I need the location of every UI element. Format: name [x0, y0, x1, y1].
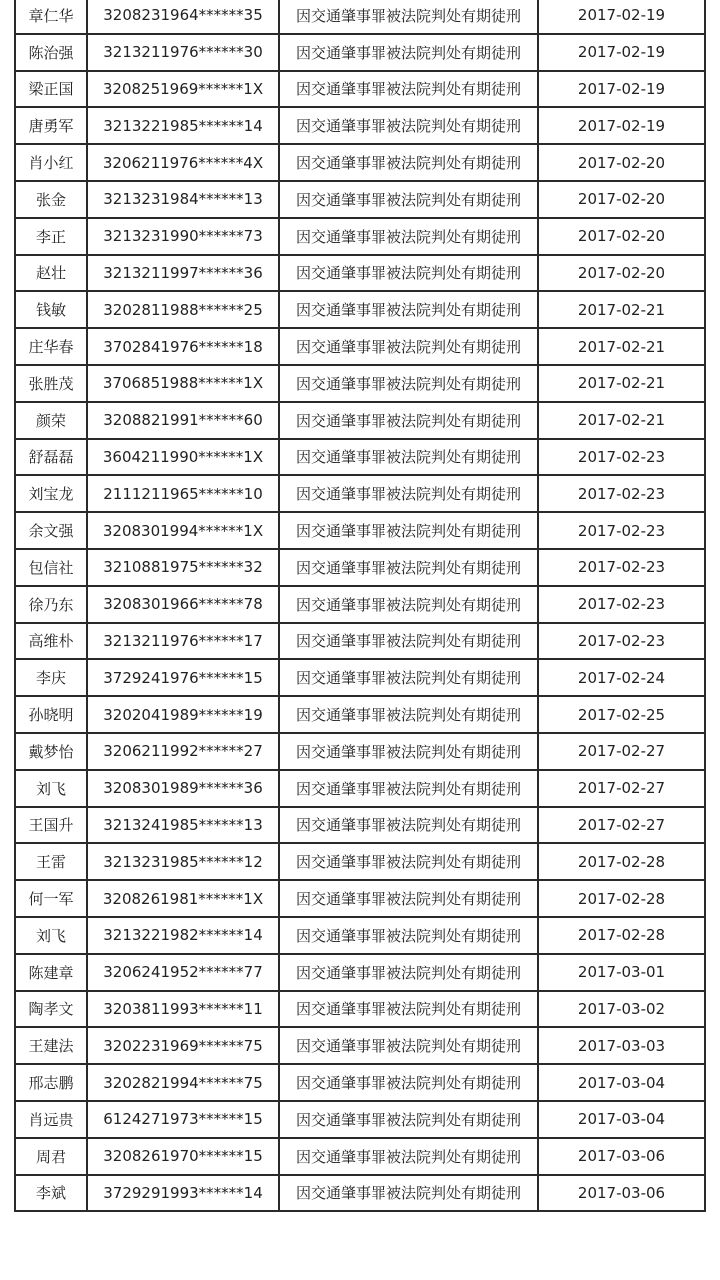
id-number-cell: 3729291993******14: [87, 1175, 279, 1212]
name-cell: 余文强: [15, 512, 87, 549]
id-number-cell: 2111211965******10: [87, 475, 279, 512]
date-cell: 2017-02-24: [538, 659, 705, 696]
id-number-cell: 3604211990******1X: [87, 439, 279, 476]
name-cell: 王雷: [15, 843, 87, 880]
reason-cell: 因交通肇事罪被法院判处有期徒刑: [279, 402, 538, 439]
reason-cell: 因交通肇事罪被法院判处有期徒刑: [279, 475, 538, 512]
reason-cell: 因交通肇事罪被法院判处有期徒刑: [279, 144, 538, 181]
name-cell: 李庆: [15, 659, 87, 696]
date-cell: 2017-02-21: [538, 402, 705, 439]
date-cell: 2017-02-27: [538, 807, 705, 844]
name-cell: 徐乃东: [15, 586, 87, 623]
date-cell: 2017-02-28: [538, 843, 705, 880]
id-number-cell: 3213211976******17: [87, 623, 279, 660]
table-row: [15, 1027, 705, 1064]
reason-cell: 因交通肇事罪被法院判处有期徒刑: [279, 770, 538, 807]
table-row: [15, 586, 705, 623]
reason-cell: 因交通肇事罪被法院判处有期徒刑: [279, 218, 538, 255]
name-cell: 何一军: [15, 880, 87, 917]
table-row: [15, 218, 705, 255]
date-cell: 2017-02-19: [538, 71, 705, 108]
table-row: [15, 439, 705, 476]
date-cell: 2017-02-20: [538, 144, 705, 181]
table-row: [15, 475, 705, 512]
reason-cell: 因交通肇事罪被法院判处有期徒刑: [279, 880, 538, 917]
id-number-cell: 3213221982******14: [87, 917, 279, 954]
date-cell: 2017-03-04: [538, 1101, 705, 1138]
reason-cell: 因交通肇事罪被法院判处有期徒刑: [279, 733, 538, 770]
table-row: [15, 770, 705, 807]
id-number-cell: 3202821994******75: [87, 1064, 279, 1101]
table-row: [15, 1175, 705, 1212]
reason-cell: 因交通肇事罪被法院判处有期徒刑: [279, 586, 538, 623]
table-row: [15, 733, 705, 770]
name-cell: 包信社: [15, 549, 87, 586]
table-row: [15, 843, 705, 880]
name-cell: 陶孝文: [15, 991, 87, 1028]
table-row: [15, 696, 705, 733]
id-number-cell: 3213211997******36: [87, 255, 279, 292]
id-number-cell: 3208301994******1X: [87, 512, 279, 549]
id-number-cell: 3213211976******30: [87, 34, 279, 71]
reason-cell: 因交通肇事罪被法院判处有期徒刑: [279, 107, 538, 144]
name-cell: 颜荣: [15, 402, 87, 439]
reason-cell: 因交通肇事罪被法院判处有期徒刑: [279, 659, 538, 696]
id-number-cell: 3206211976******4X: [87, 144, 279, 181]
date-cell: 2017-02-19: [538, 34, 705, 71]
table-row: [15, 549, 705, 586]
name-cell: 陈建章: [15, 954, 87, 991]
id-number-cell: 3208301966******78: [87, 586, 279, 623]
id-number-cell: 3213231984******13: [87, 181, 279, 218]
id-number-cell: 3210881975******32: [87, 549, 279, 586]
name-cell: 张胜茂: [15, 365, 87, 402]
name-cell: 刘飞: [15, 770, 87, 807]
name-cell: 陈治强: [15, 34, 87, 71]
reason-cell: 因交通肇事罪被法院判处有期徒刑: [279, 1138, 538, 1175]
date-cell: 2017-02-23: [538, 586, 705, 623]
id-number-cell: 3213231985******12: [87, 843, 279, 880]
table-row: [15, 807, 705, 844]
name-cell: 梁正国: [15, 71, 87, 108]
date-cell: 2017-03-02: [538, 991, 705, 1028]
id-number-cell: 6124271973******15: [87, 1101, 279, 1138]
reason-cell: 因交通肇事罪被法院判处有期徒刑: [279, 696, 538, 733]
table-row: [15, 144, 705, 181]
id-number-cell: 3206211992******27: [87, 733, 279, 770]
id-number-cell: 3208261970******15: [87, 1138, 279, 1175]
name-cell: 周君: [15, 1138, 87, 1175]
reason-cell: 因交通肇事罪被法院判处有期徒刑: [279, 34, 538, 71]
date-cell: 2017-03-03: [538, 1027, 705, 1064]
reason-cell: 因交通肇事罪被法院判处有期徒刑: [279, 991, 538, 1028]
id-number-cell: 3203811993******11: [87, 991, 279, 1028]
id-number-cell: 3208251969******1X: [87, 71, 279, 108]
table-row: [15, 71, 705, 108]
reason-cell: 因交通肇事罪被法院判处有期徒刑: [279, 807, 538, 844]
reason-cell: 因交通肇事罪被法院判处有期徒刑: [279, 1027, 538, 1064]
name-cell: 肖小红: [15, 144, 87, 181]
reason-cell: 因交通肇事罪被法院判处有期徒刑: [279, 549, 538, 586]
date-cell: 2017-02-20: [538, 255, 705, 292]
table-row: [15, 0, 705, 34]
reason-cell: 因交通肇事罪被法院判处有期徒刑: [279, 365, 538, 402]
table-row: [15, 659, 705, 696]
name-cell: 王建法: [15, 1027, 87, 1064]
table-row: [15, 954, 705, 991]
name-cell: 庄华春: [15, 328, 87, 365]
id-number-cell: 3208261981******1X: [87, 880, 279, 917]
reason-cell: 因交通肇事罪被法院判处有期徒刑: [279, 917, 538, 954]
date-cell: 2017-02-23: [538, 475, 705, 512]
table-row: [15, 365, 705, 402]
table-row: [15, 34, 705, 71]
date-cell: 2017-02-20: [538, 218, 705, 255]
table-row: [15, 328, 705, 365]
date-cell: 2017-03-04: [538, 1064, 705, 1101]
date-cell: 2017-02-27: [538, 770, 705, 807]
table-row: [15, 1138, 705, 1175]
name-cell: 钱敏: [15, 291, 87, 328]
id-number-cell: 3213241985******13: [87, 807, 279, 844]
reason-cell: 因交通肇事罪被法院判处有期徒刑: [279, 328, 538, 365]
date-cell: 2017-03-01: [538, 954, 705, 991]
name-cell: 刘宝龙: [15, 475, 87, 512]
id-number-cell: 3202041989******19: [87, 696, 279, 733]
id-number-cell: 3706851988******1X: [87, 365, 279, 402]
reason-cell: 因交通肇事罪被法院判处有期徒刑: [279, 1175, 538, 1212]
table-row: [15, 107, 705, 144]
name-cell: 王国升: [15, 807, 87, 844]
date-cell: 2017-03-06: [538, 1138, 705, 1175]
reason-cell: 因交通肇事罪被法院判处有期徒刑: [279, 843, 538, 880]
name-cell: 孙晓明: [15, 696, 87, 733]
id-number-cell: 3202231969******75: [87, 1027, 279, 1064]
id-number-cell: 3202811988******25: [87, 291, 279, 328]
name-cell: 李正: [15, 218, 87, 255]
table-row: [15, 917, 705, 954]
reason-cell: 因交通肇事罪被法院判处有期徒刑: [279, 512, 538, 549]
name-cell: 舒磊磊: [15, 439, 87, 476]
id-number-cell: 3208821991******60: [87, 402, 279, 439]
table-row: [15, 1101, 705, 1138]
name-cell: 唐勇军: [15, 107, 87, 144]
date-cell: 2017-02-19: [538, 107, 705, 144]
date-cell: 2017-02-19: [538, 0, 705, 34]
name-cell: 戴梦怡: [15, 733, 87, 770]
table-row: [15, 181, 705, 218]
table-row: [15, 255, 705, 292]
table-row: [15, 512, 705, 549]
id-number-cell: 3208231964******35: [87, 0, 279, 34]
date-cell: 2017-02-25: [538, 696, 705, 733]
date-cell: 2017-02-28: [538, 917, 705, 954]
name-cell: 高维朴: [15, 623, 87, 660]
name-cell: 章仁华: [15, 0, 87, 34]
reason-cell: 因交通肇事罪被法院判处有期徒刑: [279, 255, 538, 292]
date-cell: 2017-02-20: [538, 181, 705, 218]
name-cell: 李斌: [15, 1175, 87, 1212]
name-cell: 邢志鹏: [15, 1064, 87, 1101]
id-number-cell: 3213231990******73: [87, 218, 279, 255]
table-row: [15, 623, 705, 660]
date-cell: 2017-02-23: [538, 549, 705, 586]
date-cell: 2017-02-21: [538, 291, 705, 328]
id-number-cell: 3206241952******77: [87, 954, 279, 991]
offender-table: [14, 0, 706, 1212]
date-cell: 2017-02-28: [538, 880, 705, 917]
table-row: [15, 1064, 705, 1101]
name-cell: 赵壮: [15, 255, 87, 292]
date-cell: 2017-02-21: [538, 328, 705, 365]
date-cell: 2017-02-21: [538, 365, 705, 402]
id-number-cell: 3213221985******14: [87, 107, 279, 144]
table-row: [15, 991, 705, 1028]
id-number-cell: 3702841976******18: [87, 328, 279, 365]
id-number-cell: 3729241976******15: [87, 659, 279, 696]
date-cell: 2017-03-06: [538, 1175, 705, 1212]
date-cell: 2017-02-23: [538, 439, 705, 476]
table-row: [15, 402, 705, 439]
reason-cell: 因交通肇事罪被法院判处有期徒刑: [279, 1101, 538, 1138]
date-cell: 2017-02-23: [538, 512, 705, 549]
table-body: [15, 0, 705, 1211]
reason-cell: 因交通肇事罪被法院判处有期徒刑: [279, 291, 538, 328]
reason-cell: 因交通肇事罪被法院判处有期徒刑: [279, 0, 538, 34]
table-row: [15, 291, 705, 328]
name-cell: 肖远贵: [15, 1101, 87, 1138]
id-number-cell: 3208301989******36: [87, 770, 279, 807]
name-cell: 张金: [15, 181, 87, 218]
table-row: [15, 880, 705, 917]
reason-cell: 因交通肇事罪被法院判处有期徒刑: [279, 954, 538, 991]
reason-cell: 因交通肇事罪被法院判处有期徒刑: [279, 181, 538, 218]
date-cell: 2017-02-23: [538, 623, 705, 660]
reason-cell: 因交通肇事罪被法院判处有期徒刑: [279, 1064, 538, 1101]
reason-cell: 因交通肇事罪被法院判处有期徒刑: [279, 439, 538, 476]
name-cell: 刘飞: [15, 917, 87, 954]
reason-cell: 因交通肇事罪被法院判处有期徒刑: [279, 71, 538, 108]
reason-cell: 因交通肇事罪被法院判处有期徒刑: [279, 623, 538, 660]
date-cell: 2017-02-27: [538, 733, 705, 770]
